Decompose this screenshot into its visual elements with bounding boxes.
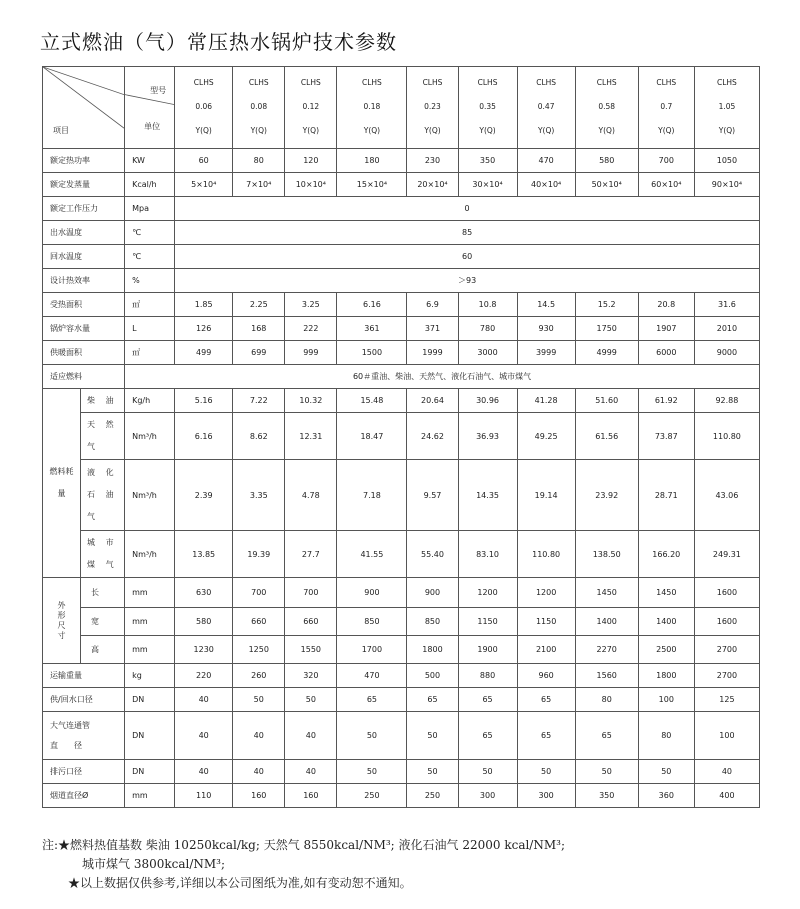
value-cell: 1750: [575, 317, 638, 341]
value-cell: 168: [233, 317, 285, 341]
row-label: [43, 712, 125, 760]
value-cell: 1400: [638, 608, 694, 636]
value-cell: 300: [517, 784, 575, 808]
model-header-line: CLHS: [717, 78, 737, 87]
table-row: [43, 221, 760, 245]
value-cell: 50: [575, 760, 638, 784]
value-cell: 2100: [517, 636, 575, 664]
model-header-line: CLHS: [536, 78, 557, 87]
row-label: 适应燃料: [43, 365, 125, 389]
value-cell: 80: [233, 149, 285, 173]
value-cell: 1400: [575, 608, 638, 636]
row-unit: ㎡: [125, 293, 175, 317]
value-cell: 1560: [575, 664, 638, 688]
row-unit: L: [125, 317, 175, 341]
value-cell: 2700: [694, 664, 759, 688]
row-label-line: 大气连通管: [50, 720, 90, 730]
model-header-line: Y(Q): [424, 126, 441, 135]
value-cell: 5.16: [175, 389, 233, 413]
value-cell: 60: [175, 245, 760, 269]
row-unit: Nm³/h: [125, 413, 175, 460]
value-cell: 660: [233, 608, 285, 636]
value-cell: 20×10⁴: [407, 173, 458, 197]
value-cell: 50: [337, 760, 407, 784]
dimensions-label: 外形尺寸: [57, 600, 66, 640]
value-cell: 41.28: [517, 389, 575, 413]
row-unit: mm: [125, 636, 175, 664]
sub-label: 天 然 气: [81, 413, 125, 460]
value-cell: 6000: [638, 341, 694, 365]
value-cell: 138.50: [575, 531, 638, 578]
table-row: [43, 317, 760, 341]
value-cell: 65: [517, 688, 575, 712]
value-cell: 1250: [233, 636, 285, 664]
value-cell: 470: [337, 664, 407, 688]
value-cell: 110.80: [517, 531, 575, 578]
value-cell: 850: [407, 608, 458, 636]
value-cell: 60: [175, 149, 233, 173]
table-row: [43, 531, 760, 578]
model-header-line: CLHS: [422, 78, 443, 87]
table-row: [43, 608, 760, 636]
value-cell: 50: [407, 712, 458, 760]
group-label-consumption: [43, 389, 81, 578]
value-cell: 3.35: [233, 460, 285, 531]
value-cell: 50: [285, 688, 337, 712]
row-unit: mm: [125, 608, 175, 636]
value-cell: 700: [233, 578, 285, 608]
row-label: 供/回水口径: [43, 688, 125, 712]
value-cell: 65: [458, 712, 517, 760]
model-header: [638, 67, 694, 149]
row-unit: KW: [125, 149, 175, 173]
value-cell: 3999: [517, 341, 575, 365]
row-unit: Mpa: [125, 197, 175, 221]
row-unit: DN: [125, 688, 175, 712]
header-corner: [43, 67, 125, 149]
value-cell: 160: [285, 784, 337, 808]
value-cell: 40×10⁴: [517, 173, 575, 197]
table-row: [43, 149, 760, 173]
row-unit: ℃: [125, 245, 175, 269]
value-cell: 60×10⁴: [638, 173, 694, 197]
value-cell: 222: [285, 317, 337, 341]
value-cell: 50: [458, 760, 517, 784]
row-label: 锅炉容水量: [43, 317, 125, 341]
value-cell: 5×10⁴: [175, 173, 233, 197]
value-cell: 1200: [458, 578, 517, 608]
value-cell: 350: [458, 149, 517, 173]
row-unit: Kg/h: [125, 389, 175, 413]
table-row: [43, 784, 760, 808]
row-label: 运输重量: [43, 664, 125, 688]
table-row: [43, 688, 760, 712]
row-label: 烟道直径Ø: [43, 784, 125, 808]
value-cell: 40: [233, 712, 285, 760]
value-cell: 65: [575, 712, 638, 760]
value-cell: 230: [407, 149, 458, 173]
row-unit: mm: [125, 578, 175, 608]
value-cell: 90×10⁴: [694, 173, 759, 197]
value-cell: 250: [407, 784, 458, 808]
value-cell: 110.80: [694, 413, 759, 460]
value-cell: 900: [337, 578, 407, 608]
model-header-line: 1.05: [718, 102, 736, 111]
value-cell: 1550: [285, 636, 337, 664]
model-header-line: CLHS: [300, 78, 321, 87]
sub-label: 液 化 石 油 气: [81, 460, 125, 531]
notes-line-2: 城市煤气 3800kcal/NM³;: [82, 857, 226, 871]
table-row: [43, 67, 760, 149]
table-row: [43, 389, 760, 413]
value-cell: 1800: [407, 636, 458, 664]
value-cell: 23.92: [575, 460, 638, 531]
value-cell: 880: [458, 664, 517, 688]
sub-label: 长: [81, 578, 125, 608]
value-cell: 361: [337, 317, 407, 341]
value-cell: 125: [694, 688, 759, 712]
value-cell: 1200: [517, 578, 575, 608]
table-row: [43, 197, 760, 221]
table-row: [43, 269, 760, 293]
unit-label: 单位: [144, 122, 161, 131]
value-cell: 4999: [575, 341, 638, 365]
value-cell: 19.14: [517, 460, 575, 531]
sub-label: 宽: [81, 608, 125, 636]
model-header-line: Y(Q): [479, 126, 496, 135]
table-row: [43, 760, 760, 784]
model-header-line: CLHS: [193, 78, 214, 87]
value-cell: 40: [175, 712, 233, 760]
model-header: [517, 67, 575, 149]
value-cell: 15.2: [575, 293, 638, 317]
value-cell: 10.8: [458, 293, 517, 317]
row-unit: DN: [125, 712, 175, 760]
value-cell: 580: [175, 608, 233, 636]
value-cell: 850: [337, 608, 407, 636]
table-row: [43, 636, 760, 664]
value-cell: 1600: [694, 608, 759, 636]
model-header-line: 0.23: [424, 102, 441, 111]
value-cell: 13.85: [175, 531, 233, 578]
value-cell: 3.25: [285, 293, 337, 317]
group-label-dimensions: [43, 578, 81, 664]
value-cell: 350: [575, 784, 638, 808]
page-title: 立式燃油（气）常压热水锅炉技术参数: [40, 30, 397, 54]
value-cell: 43.06: [694, 460, 759, 531]
row-label-line: 直 径: [50, 740, 82, 750]
value-cell: 30×10⁴: [458, 173, 517, 197]
model-header-line: 0.47: [537, 102, 555, 111]
row-unit: mm: [125, 784, 175, 808]
model-header: [694, 67, 759, 149]
table-row: [43, 173, 760, 197]
table-row: [43, 578, 760, 608]
header-model-unit: [125, 67, 175, 149]
value-cell: 50: [638, 760, 694, 784]
value-cell: 1907: [638, 317, 694, 341]
spec-table: [42, 66, 760, 808]
value-cell: 19.39: [233, 531, 285, 578]
row-unit: DN: [125, 760, 175, 784]
value-cell: 1600: [694, 578, 759, 608]
value-cell: 50: [407, 760, 458, 784]
value-cell: ＞93: [175, 269, 760, 293]
model-header-line: Y(Q): [598, 126, 615, 135]
table-row: [43, 245, 760, 269]
value-cell: 2700: [694, 636, 759, 664]
value-cell: 6.16: [175, 413, 233, 460]
notes: [42, 836, 565, 893]
row-label: 额定热功率: [43, 149, 125, 173]
value-cell: 160: [233, 784, 285, 808]
model-header: [458, 67, 517, 149]
table-row: [43, 664, 760, 688]
value-cell: 1450: [575, 578, 638, 608]
model-header-line: Y(Q): [537, 126, 555, 135]
row-unit: kg: [125, 664, 175, 688]
value-cell: 660: [285, 608, 337, 636]
value-cell: 499: [175, 341, 233, 365]
value-cell: 20.64: [407, 389, 458, 413]
table-row: [43, 712, 760, 760]
value-cell: 49.25: [517, 413, 575, 460]
table-row: [43, 460, 760, 531]
value-cell: 500: [407, 664, 458, 688]
value-cell: 960: [517, 664, 575, 688]
value-cell: 10×10⁴: [285, 173, 337, 197]
value-cell: 580: [575, 149, 638, 173]
value-cell: 9000: [694, 341, 759, 365]
value-cell: 100: [638, 688, 694, 712]
value-cell: 7.22: [233, 389, 285, 413]
value-cell: 31.6: [694, 293, 759, 317]
value-cell: 60＃重油、柴油、天然气、液化石油气、城市煤气: [125, 365, 760, 389]
row-label: 额定发蒸量: [43, 173, 125, 197]
value-cell: 80: [575, 688, 638, 712]
row-unit: Kcal/h: [125, 173, 175, 197]
value-cell: 36.93: [458, 413, 517, 460]
value-cell: 700: [638, 149, 694, 173]
value-cell: 2010: [694, 317, 759, 341]
value-cell: 7.18: [337, 460, 407, 531]
value-cell: 83.10: [458, 531, 517, 578]
model-header-line: 0.06: [195, 102, 213, 111]
notes-line-3: ★以上数据仅供参考,详细以本公司图纸为准,如有变动恕不通知。: [68, 876, 412, 890]
model-header-line: Y(Q): [718, 126, 736, 135]
value-cell: 1150: [458, 608, 517, 636]
value-cell: 249.31: [694, 531, 759, 578]
value-cell: 6.9: [407, 293, 458, 317]
value-cell: 1450: [638, 578, 694, 608]
table-row: [43, 341, 760, 365]
value-cell: 27.7: [285, 531, 337, 578]
value-cell: 7×10⁴: [233, 173, 285, 197]
value-cell: 65: [337, 688, 407, 712]
value-cell: 470: [517, 149, 575, 173]
value-cell: 65: [458, 688, 517, 712]
value-cell: 18.47: [337, 413, 407, 460]
model-header-line: CLHS: [248, 78, 269, 87]
consumption-label: 燃料耗量: [49, 467, 74, 498]
row-label: 排污口径: [43, 760, 125, 784]
model-header: [175, 67, 233, 149]
model-header-line: Y(Q): [250, 126, 267, 135]
model-header: [285, 67, 337, 149]
model-header-line: CLHS: [656, 78, 677, 87]
value-cell: 40: [694, 760, 759, 784]
value-cell: 360: [638, 784, 694, 808]
value-cell: 320: [285, 664, 337, 688]
value-cell: 371: [407, 317, 458, 341]
value-cell: 6.16: [337, 293, 407, 317]
row-label: 设计热效率: [43, 269, 125, 293]
value-cell: 699: [233, 341, 285, 365]
row-label: 回水温度: [43, 245, 125, 269]
value-cell: 24.62: [407, 413, 458, 460]
value-cell: 1900: [458, 636, 517, 664]
value-cell: 900: [407, 578, 458, 608]
row-label: 受热面积: [43, 293, 125, 317]
value-cell: 10.32: [285, 389, 337, 413]
value-cell: 1230: [175, 636, 233, 664]
value-cell: 2500: [638, 636, 694, 664]
value-cell: 12.31: [285, 413, 337, 460]
value-cell: 2270: [575, 636, 638, 664]
value-cell: 8.62: [233, 413, 285, 460]
value-cell: 55.40: [407, 531, 458, 578]
model-header: [233, 67, 285, 149]
value-cell: 80: [638, 712, 694, 760]
sub-label: 城 市 煤 气: [81, 531, 125, 578]
value-cell: 700: [285, 578, 337, 608]
model-header-line: CLHS: [477, 78, 498, 87]
model-header-line: 0.58: [598, 102, 616, 111]
model-header-line: Y(Q): [195, 126, 212, 135]
model-header-line: Y(Q): [363, 126, 381, 135]
value-cell: 166.20: [638, 531, 694, 578]
value-cell: 14.5: [517, 293, 575, 317]
row-unit: Nm³/h: [125, 460, 175, 531]
model-header-line: 0.12: [302, 102, 320, 111]
model-header: [407, 67, 458, 149]
row-unit: ㎡: [125, 341, 175, 365]
value-cell: 3000: [458, 341, 517, 365]
value-cell: 65: [407, 688, 458, 712]
table-row: [43, 365, 760, 389]
value-cell: 220: [175, 664, 233, 688]
value-cell: 1700: [337, 636, 407, 664]
value-cell: 780: [458, 317, 517, 341]
value-cell: 1999: [407, 341, 458, 365]
value-cell: 61.56: [575, 413, 638, 460]
value-cell: 250: [337, 784, 407, 808]
value-cell: 51.60: [575, 389, 638, 413]
value-cell: 100: [694, 712, 759, 760]
sub-label: 柴 油: [81, 389, 125, 413]
value-cell: 260: [233, 664, 285, 688]
value-cell: 1.85: [175, 293, 233, 317]
value-cell: 65: [517, 712, 575, 760]
value-cell: 1500: [337, 341, 407, 365]
model-header: [337, 67, 407, 149]
value-cell: 40: [175, 760, 233, 784]
value-cell: 92.88: [694, 389, 759, 413]
value-cell: 50: [517, 760, 575, 784]
value-cell: 85: [175, 221, 760, 245]
value-cell: 15×10⁴: [337, 173, 407, 197]
model-header-line: 0.7: [660, 102, 673, 111]
value-cell: 930: [517, 317, 575, 341]
value-cell: 0: [175, 197, 760, 221]
item-label: 项目: [53, 126, 69, 135]
value-cell: 1050: [694, 149, 759, 173]
model-header-line: 0.08: [250, 102, 268, 111]
value-cell: 630: [175, 578, 233, 608]
value-cell: 999: [285, 341, 337, 365]
row-unit: %: [125, 269, 175, 293]
value-cell: 40: [285, 760, 337, 784]
value-cell: 50: [233, 688, 285, 712]
value-cell: 15.48: [337, 389, 407, 413]
value-cell: 9.57: [407, 460, 458, 531]
model-header-line: CLHS: [596, 78, 617, 87]
value-cell: 2.39: [175, 460, 233, 531]
value-cell: 1150: [517, 608, 575, 636]
value-cell: 20.8: [638, 293, 694, 317]
model-header: [575, 67, 638, 149]
table-row: [43, 293, 760, 317]
notes-prefix: 注:: [42, 838, 59, 852]
model-header-line: 0.18: [363, 102, 381, 111]
value-cell: 30.96: [458, 389, 517, 413]
value-cell: 110: [175, 784, 233, 808]
value-cell: 50×10⁴: [575, 173, 638, 197]
value-cell: 50: [337, 712, 407, 760]
value-cell: 40: [233, 760, 285, 784]
row-label: 供暖面积: [43, 341, 125, 365]
sub-label: 高: [81, 636, 125, 664]
table-row: [43, 413, 760, 460]
value-cell: 73.87: [638, 413, 694, 460]
value-cell: 40: [175, 688, 233, 712]
model-header-line: CLHS: [361, 78, 382, 87]
value-cell: 180: [337, 149, 407, 173]
row-unit: ℃: [125, 221, 175, 245]
value-cell: 28.71: [638, 460, 694, 531]
row-unit: Nm³/h: [125, 531, 175, 578]
value-cell: 300: [458, 784, 517, 808]
notes-line-1: ★燃料热值基数 柴油 10250kcal/kg; 天然气 8550kcal/NM³; 液化石油气 22000 kcal/NM³;: [58, 838, 565, 852]
model-header-line: Y(Q): [302, 126, 319, 135]
value-cell: 400: [694, 784, 759, 808]
value-cell: 4.78: [285, 460, 337, 531]
value-cell: 14.35: [458, 460, 517, 531]
value-cell: 120: [285, 149, 337, 173]
value-cell: 2.25: [233, 293, 285, 317]
row-label: 出水温度: [43, 221, 125, 245]
value-cell: 126: [175, 317, 233, 341]
value-cell: 1800: [638, 664, 694, 688]
model-header-line: Y(Q): [658, 126, 675, 135]
row-label: 额定工作压力: [43, 197, 125, 221]
model-label: 型号: [150, 86, 167, 95]
value-cell: 40: [285, 712, 337, 760]
value-cell: 61.92: [638, 389, 694, 413]
model-header-line: 0.35: [479, 102, 496, 111]
value-cell: 41.55: [337, 531, 407, 578]
